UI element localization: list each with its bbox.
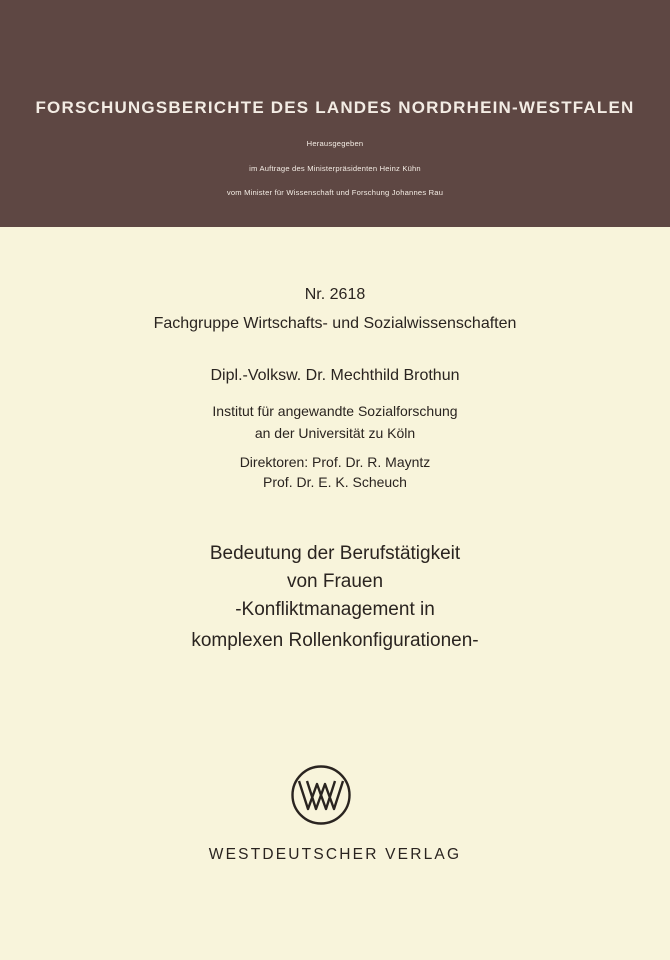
westdeutscher-verlag-logo-icon xyxy=(290,764,352,826)
publisher-name: WESTDEUTSCHER VERLAG xyxy=(208,846,462,863)
editor-line-3: vom Minister für Wissenschaft und Forschung Johannes Rau xyxy=(226,188,444,197)
report-number: Nr. 2618 xyxy=(304,286,366,303)
title-line-4: komplexen Rollenkonfigurationen- xyxy=(191,630,479,651)
author: Dipl.-Volksw. Dr. Mechthild Brothun xyxy=(210,367,460,384)
title-line-3: -Konfliktmanagement in xyxy=(235,599,435,620)
title-line-2: von Frauen xyxy=(286,571,384,592)
title-line-1: Bedeutung der Berufstätigkeit xyxy=(209,543,461,564)
institute-line-1: Institut für angewandte Sozialforschung xyxy=(212,403,458,419)
directors-line-2: Prof. Dr. E. K. Scheuch xyxy=(263,474,407,490)
institute-line-2: an der Universität zu Köln xyxy=(254,425,416,441)
header-band xyxy=(0,0,670,227)
directors-line-1: Direktoren: Prof. Dr. R. Mayntz xyxy=(239,454,431,470)
editor-line-2: im Auftrage des Ministerpräsidenten Heinz Kühn xyxy=(249,164,421,173)
subject-group: Fachgruppe Wirtschafts- und Sozialwissenschaften xyxy=(153,315,517,332)
editor-line-1: Herausgegeben xyxy=(306,139,364,148)
series-title: FORSCHUNGSBERICHTE DES LANDES NORDRHEIN-WESTFALEN xyxy=(35,98,635,117)
